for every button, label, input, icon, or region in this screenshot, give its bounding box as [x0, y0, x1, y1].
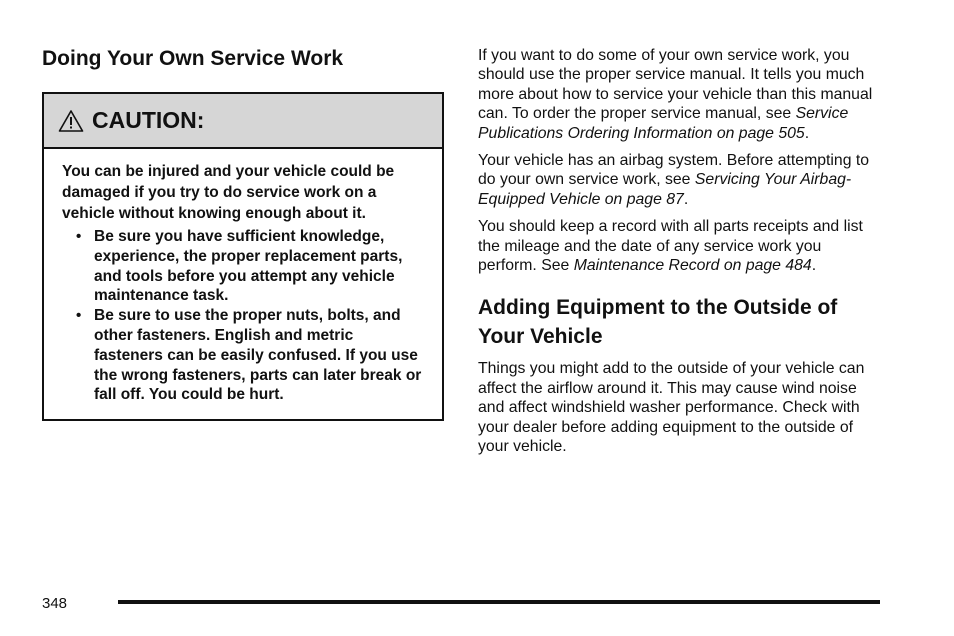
- caution-box: [42, 92, 444, 421]
- caution-bullet-list: [62, 227, 426, 405]
- paragraph-text: Your vehicle has an airbag system. Before attempting to do your own service work, see: [478, 152, 870, 189]
- paragraph-adding-equipment: Things you might add to the outside of your vehicle can affect the airflow around it. This may cause wind noise and affect windshield washer performance. Check with your dealer before adding equipment to the outside of your vehicle.: [478, 360, 865, 456]
- caution-bullet-item: [76, 227, 426, 306]
- caution-body: [44, 149, 442, 419]
- footer-rule: [118, 600, 880, 604]
- caution-triangle-icon: [58, 109, 84, 133]
- caution-intro: You can be injured and your vehicle could be damaged if you try to do service work on a vehicle without knowing enough about it.: [62, 163, 395, 222]
- paragraph-text: You should keep a record with all parts receipts and list the mileage and the date of any service work you perform. See: [478, 218, 863, 275]
- paragraph-end: .: [683, 190, 689, 208]
- paragraph-service-manual: [478, 46, 878, 143]
- paragraph-airbag: [478, 151, 878, 209]
- bullet-icon: •: [76, 307, 82, 325]
- page-number: 348: [42, 595, 68, 612]
- caution-title: CAUTION:: [92, 107, 205, 133]
- bullet-icon: •: [76, 228, 82, 245]
- section-heading-service-work: Doing Your Own Service Work: [42, 47, 344, 70]
- caution-bullet-item: [76, 306, 426, 405]
- cross-reference-maintenance-record[interactable]: Maintenance Record on page 484: [573, 257, 812, 275]
- paragraph-end: .: [804, 124, 810, 142]
- cross-reference-service-publications[interactable]: Service Publications Ordering Information on page 505: [478, 105, 849, 142]
- cross-reference-airbag[interactable]: Servicing Your Airbag-Equipped Vehicle on page 87: [478, 171, 852, 208]
- left-column: [42, 44, 444, 421]
- paragraph-end: .: [811, 257, 817, 275]
- section-heading-adding-equipment: Adding Equipment to the Outside of Your Vehicle: [478, 296, 838, 349]
- paragraph-record: [478, 217, 878, 275]
- caution-bullet-text: Be sure you have sufficient knowledge, experience, the proper replacement parts, and tools before you attempt any vehicle maintenance task.: [94, 228, 403, 305]
- caution-header: [44, 94, 442, 149]
- caution-bullet-text: Be sure to use the proper nuts, bolts, and other fasteners. English and metric fasteners can be easily confused. If you use the wrong fasteners, parts can later break or fall off. You could be hurt.: [94, 307, 422, 404]
- paragraph-text: If you want to do some of your own service work, you should use the proper service manual. It tells you much more about how to service your vehicle than this manual can. To order the proper service manual, see: [478, 47, 873, 123]
- right-column: [478, 46, 878, 465]
